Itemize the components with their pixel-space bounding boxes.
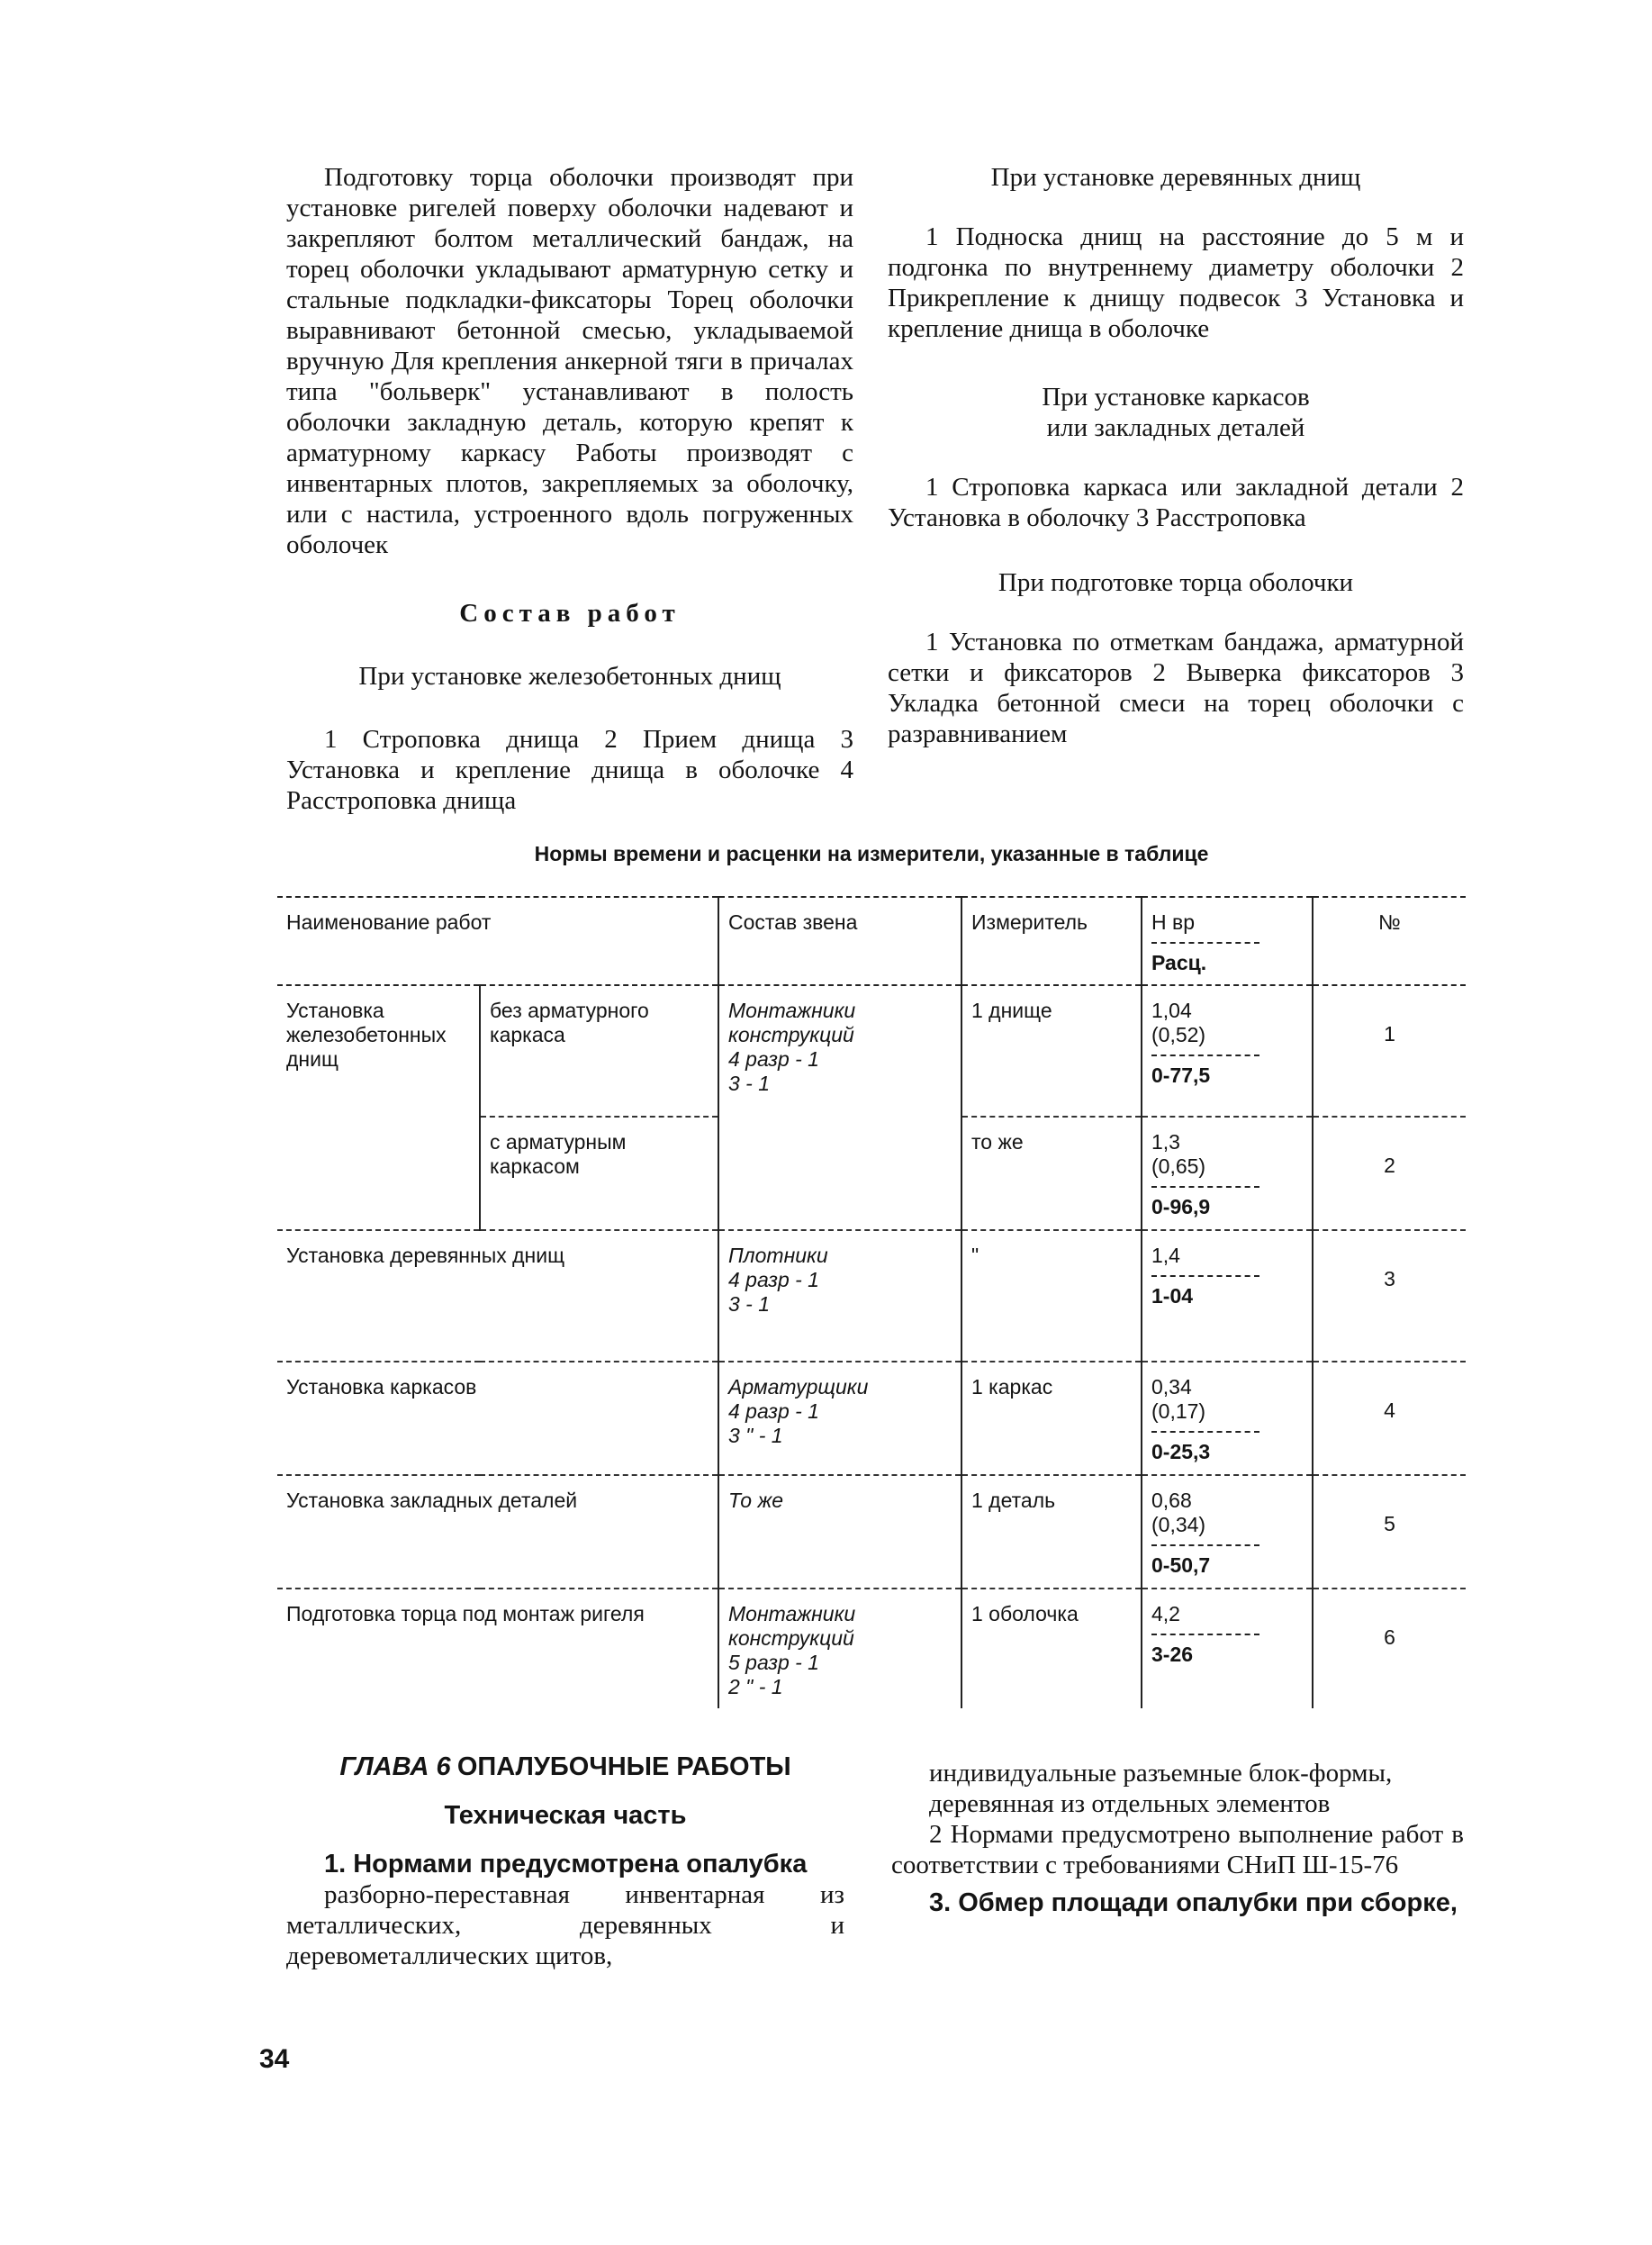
header-no: № bbox=[1313, 897, 1466, 985]
hvr-value: 0,68 bbox=[1151, 1489, 1192, 1512]
row3-crew bbox=[718, 1230, 961, 1362]
crew-line: 3 - 1 bbox=[728, 1072, 771, 1095]
hvr-value: 1,04 bbox=[1151, 999, 1192, 1022]
table-header-row bbox=[277, 897, 1466, 985]
rasc-value: 3-26 bbox=[1151, 1643, 1194, 1666]
chapter-r2: деревянная из отдельных элементов bbox=[929, 1789, 1331, 1818]
row6-no: 6 bbox=[1313, 1589, 1466, 1708]
crew-line: Монтажники bbox=[728, 1602, 856, 1625]
row1-sub: без арматурного каркаса bbox=[480, 985, 718, 1117]
row5-name: Установка закладных деталей bbox=[277, 1475, 718, 1589]
row4-name: Установка каркасов bbox=[277, 1362, 718, 1475]
chapter-p2: разборно-переставная инвентарная из металлических, деревянных и деревометаллических щитов, bbox=[286, 1880, 844, 1970]
row1-no: 1 bbox=[1313, 985, 1466, 1117]
row6-name: Подготовка торца под монтаж ригеля bbox=[277, 1589, 718, 1708]
chapter-right bbox=[891, 1758, 1464, 1918]
chapter-number: ГЛАВА 6 bbox=[339, 1752, 451, 1781]
header-name: Наименование работ bbox=[277, 897, 718, 985]
sostav-heading: Состав работ bbox=[459, 599, 681, 628]
left-column bbox=[286, 162, 853, 816]
wood-bottoms-steps: 1 Подноска днищ на расстояние до 5 м и подгонка по внутреннему диаметру оболочки 2 Прикрепление к днищу подвесок 3 Установка и крепление днища в оболочке bbox=[888, 222, 1464, 343]
header-hvr-label: Н вр bbox=[1151, 910, 1259, 944]
page-number: 34 bbox=[259, 2044, 290, 2074]
rc-bottoms-steps: 1 Строповка днища 2 Прием днища 3 Установка и крепление днища в оболочке 4 Расстроповка днища bbox=[286, 725, 853, 815]
crew-line: 2 " - 1 bbox=[728, 1675, 783, 1698]
row6-unit: 1 оболочка bbox=[961, 1589, 1142, 1708]
row2-sub: с арматурным каркасом bbox=[480, 1117, 718, 1230]
table-row bbox=[277, 1475, 1466, 1589]
header-crew: Состав звена bbox=[718, 897, 961, 985]
row6-values bbox=[1142, 1589, 1313, 1708]
row5-no: 5 bbox=[1313, 1475, 1466, 1589]
table-row bbox=[277, 1362, 1466, 1475]
row4-crew bbox=[718, 1362, 961, 1475]
crew-line: Плотники bbox=[728, 1244, 828, 1267]
row5-unit: 1 деталь bbox=[961, 1475, 1142, 1589]
norms-table bbox=[277, 896, 1466, 1708]
row4-values bbox=[1142, 1362, 1313, 1475]
right-column bbox=[888, 162, 1464, 749]
row2-no: 2 bbox=[1313, 1117, 1466, 1230]
row1-values bbox=[1142, 985, 1313, 1117]
chapter-subtitle: Техническая часть bbox=[444, 1801, 687, 1830]
table-row bbox=[277, 1230, 1466, 1362]
rasc-value: 0-96,9 bbox=[1151, 1195, 1211, 1218]
rasc-value: 0-50,7 bbox=[1151, 1553, 1211, 1577]
chapter-p1: 1. Нормами предусмотрена опалубка bbox=[324, 1850, 808, 1878]
chapter-r4: 3. Обмер площади опалубки при сборке, bbox=[929, 1888, 1458, 1917]
crew-line: Арматурщики bbox=[728, 1375, 869, 1399]
subheading-rc-bottoms: При установке железобетонных днищ bbox=[358, 662, 781, 691]
crew-line: То же bbox=[728, 1489, 784, 1512]
row6-crew bbox=[718, 1589, 961, 1708]
chapter-r3: 2 Нормами предусмотрено выполнение работ в соответствии с требованиями СНиП Ш-15-76 bbox=[891, 1820, 1464, 1879]
row5-values bbox=[1142, 1475, 1313, 1589]
row3-values bbox=[1142, 1230, 1313, 1362]
subheading-frames-line2: или закладных деталей bbox=[1046, 413, 1305, 442]
intro-paragraph: Подготовку торца оболочки производят при установке ригелей поверху оболочки надевают и закрепляют болтом металлический бандаж, на торец оболочки укладывают арматурную сетку и стальные подкладки-фиксаторы Торец оболочки выравнивают бетонной смесью, укладываемой вручную Для крепления анкерной тяги в причалах типа "больверк" устанавливают в полость оболочки закладную деталь, которую крепят к арматурному каркасу Работы производят с инвентарных плотов, закрепляемых за оболочку, или с настила, устроенного вдоль погруженных оболочек bbox=[286, 163, 853, 559]
row3-unit: " bbox=[961, 1230, 1142, 1362]
row1-name: Установка железобетонных днищ bbox=[277, 985, 480, 1230]
hvr-value-secondary: (0,52) bbox=[1151, 1023, 1259, 1056]
crew-line: Монтажники bbox=[728, 999, 856, 1022]
row3-name: Установка деревянных днищ bbox=[277, 1230, 718, 1362]
row4-no: 4 bbox=[1313, 1362, 1466, 1475]
crew-line: 4 разр - 1 bbox=[728, 1268, 819, 1291]
subheading-end-prep: При подготовке торца оболочки bbox=[998, 568, 1354, 597]
chapter-left bbox=[286, 1752, 844, 1971]
crew-line: конструкций bbox=[728, 1023, 854, 1046]
hvr-value-secondary: (0,65) bbox=[1151, 1154, 1259, 1188]
chapter-title bbox=[286, 1752, 844, 1782]
hvr-value-secondary: (0,17) bbox=[1151, 1399, 1259, 1433]
subheading-wood-bottoms: При установке деревянных днищ bbox=[990, 163, 1361, 192]
row1-unit: 1 днище bbox=[961, 985, 1142, 1117]
crew-line: 3 - 1 bbox=[728, 1292, 771, 1316]
hvr-value: 4,2 bbox=[1151, 1602, 1259, 1635]
rasc-value: 1-04 bbox=[1151, 1284, 1194, 1308]
hvr-value-secondary: (0,34) bbox=[1151, 1513, 1259, 1546]
end-prep-steps: 1 Установка по отметкам бандажа, арматурной сетки и фиксаторов 2 Выверка фиксаторов 3 Укладка бетонной смеси на торец оболочки с разравниванием bbox=[888, 628, 1464, 748]
row4-unit: 1 каркас bbox=[961, 1362, 1142, 1475]
header-unit: Измеритель bbox=[961, 897, 1142, 985]
rasc-value: 0-77,5 bbox=[1151, 1064, 1211, 1087]
crew-line: 3 " - 1 bbox=[728, 1424, 783, 1447]
table-row bbox=[277, 985, 1466, 1117]
row2-unit: то же bbox=[961, 1117, 1142, 1230]
chapter-name: ОПАЛУБОЧНЫЕ РАБОТЫ bbox=[456, 1752, 791, 1781]
frames-steps: 1 Строповка каркаса или закладной детали 2 Установка в оболочку 3 Расстроповка bbox=[888, 473, 1464, 532]
crew-line: 5 разр - 1 bbox=[728, 1651, 819, 1674]
hvr-value: 0,34 bbox=[1151, 1375, 1192, 1399]
crew-line: конструкций bbox=[728, 1626, 854, 1650]
header-rasc-label: Расц. bbox=[1151, 951, 1207, 974]
rasc-value: 0-25,3 bbox=[1151, 1440, 1211, 1463]
hvr-value: 1,3 bbox=[1151, 1130, 1180, 1154]
header-hvr bbox=[1142, 897, 1313, 985]
table-caption: Нормы времени и расценки на измерители, указанные в таблице bbox=[534, 842, 1209, 865]
table-row bbox=[277, 1589, 1466, 1708]
row2-values bbox=[1142, 1117, 1313, 1230]
row5-crew bbox=[718, 1475, 961, 1589]
crew-line: 4 разр - 1 bbox=[728, 1047, 819, 1071]
subheading-frames-line1: При установке каркасов bbox=[1042, 383, 1310, 412]
row1-crew bbox=[718, 985, 961, 1230]
chapter-r1: индивидуальные разъемные блок-формы, bbox=[929, 1759, 1393, 1788]
crew-line: 4 разр - 1 bbox=[728, 1399, 819, 1423]
hvr-value: 1,4 bbox=[1151, 1244, 1259, 1277]
row3-no: 3 bbox=[1313, 1230, 1466, 1362]
